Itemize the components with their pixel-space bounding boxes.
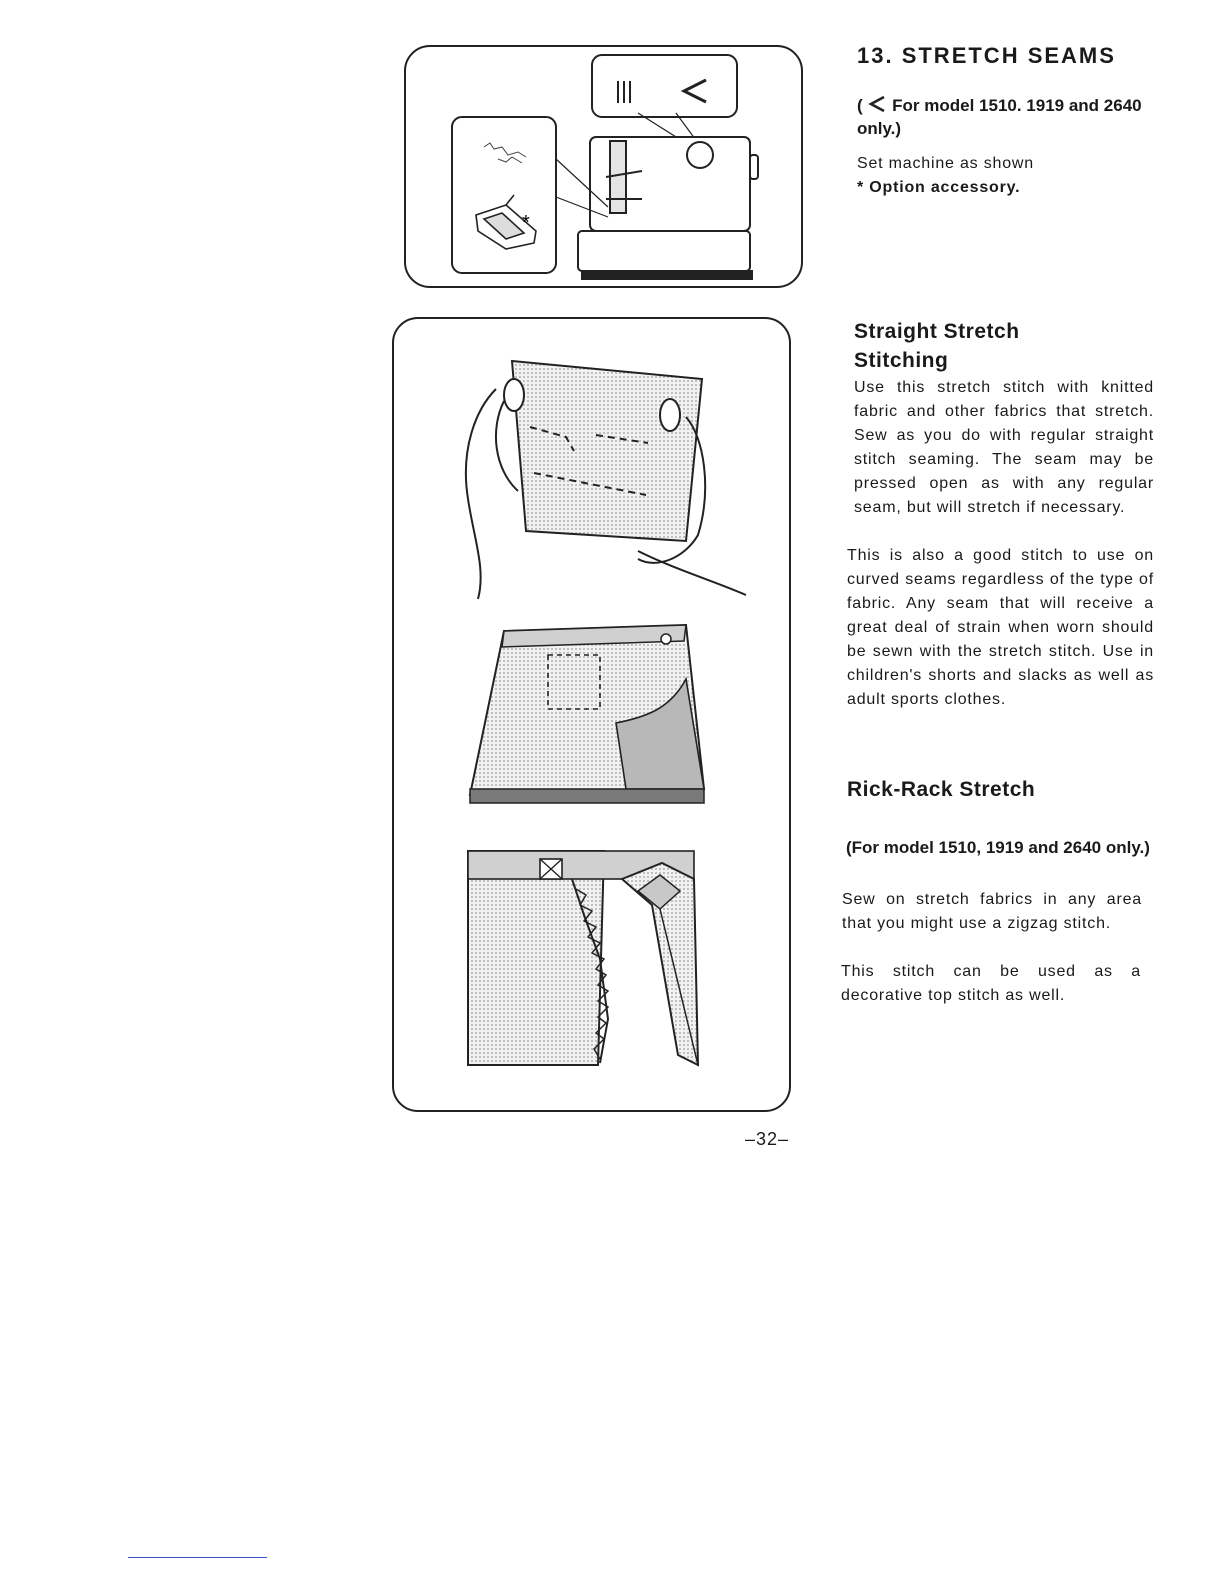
model-note <box>857 94 1157 140</box>
page-number: –32– <box>745 1129 790 1149</box>
footer-rule <box>128 1557 267 1558</box>
rick-rack-paragraph-2: This stitch can be used as a decorative top stitch as well. <box>841 963 1141 1004</box>
slacks-and-tie-illustration <box>468 851 698 1065</box>
garment-drawings <box>394 319 791 1112</box>
straight-stretch-paragraph-2: This is also a good stitch to use on curved seams regardless of the type of fabric. Any seam that will receive a great deal of strain when worn should be sewn with the stretch stitch. Use in children's shorts and slacks as well as adult sports clothes. <box>847 547 1154 708</box>
section-title: 13. STRETCH SEAMS <box>857 43 1116 68</box>
shorts-illustration <box>470 625 704 803</box>
zigzag-stitch-icon <box>867 94 887 114</box>
set-machine-text: Set machine as shown <box>857 155 1034 172</box>
rick-rack-paragraph-1: Sew on stretch fabrics in any area that you might use a zigzag stitch. <box>842 891 1142 932</box>
presser-foot-callout <box>452 117 556 273</box>
straight-stretch-heading-line2: Stitching <box>854 349 949 372</box>
asterisk-mark: * <box>522 212 530 234</box>
garment-illustrations-panel <box>392 317 791 1112</box>
hands-stretching-fabric <box>466 361 746 599</box>
rick-rack-model-note: (For model 1510, 1919 and 2640 only.) <box>846 838 1150 857</box>
option-accessory-note: * Option accessory. <box>857 179 1021 196</box>
model-note-prefix: ( <box>857 96 863 115</box>
straight-stretch-heading-line1: Straight Stretch <box>854 320 1020 343</box>
sewing-machine-drawing <box>406 47 803 288</box>
machine-illustration-panel <box>404 45 803 288</box>
model-note-text: For model 1510. 1919 and 2640 only.) <box>857 96 1142 138</box>
rick-rack-heading: Rick-Rack Stretch <box>847 778 1036 801</box>
straight-stretch-paragraph-1: Use this stretch stitch with knitted fabric and other fabrics that stretch. Sew as you do with regular straight stitch seaming. The seam may be pressed open as with any regular seam, but will stretch if necessary. <box>854 379 1154 516</box>
sewing-machine-body <box>578 137 758 279</box>
stitch-selector-callout <box>592 55 737 117</box>
straight-stretch-heading <box>854 317 1154 375</box>
